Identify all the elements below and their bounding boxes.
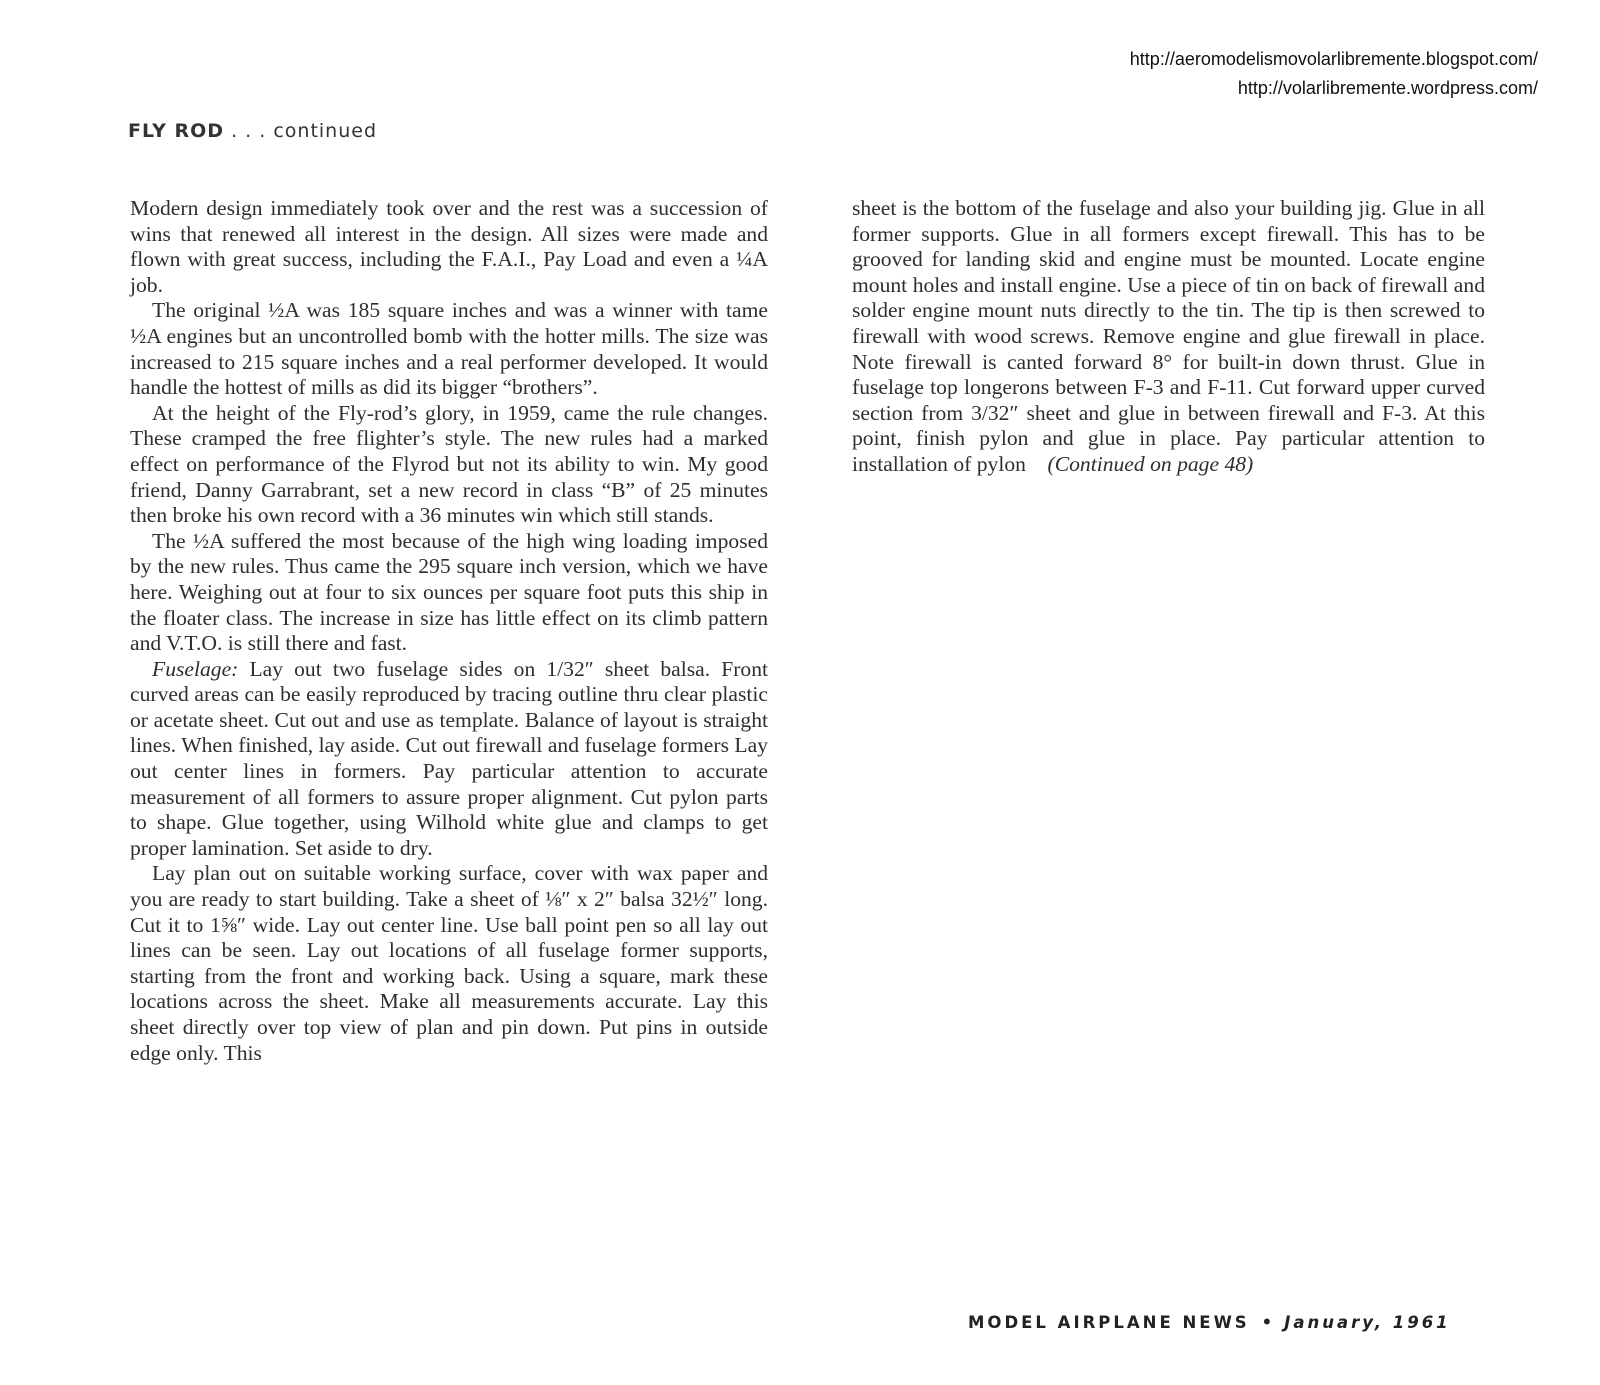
paragraph [852,196,1485,478]
paragraph-text: Lay out two fuselage sides on 1/32″ sheet balsa. Front curved areas can be easily reproduced by tracing outline thru clear plastic or acetate sheet. Cut out and use as template. Balance of layout is straight lines. When finished, lay aside. Cut out firewall and fuselage formers Lay out center lines in formers. Pay particular attention to accurate measurement of all formers to assure proper alignment. Cut pylon parts to shape. Glue together, using Wilhold white glue and clamps to get proper lamination. Set aside to dry. [130,656,768,860]
left-text-column [130,196,768,1066]
paragraph-text: Modern design immediately took over and the rest was a succession of wins that renewed all interest in the design. All sizes were made and flown with great success, including the F.A.I., Pay Load and even a ¼A job. [130,196,768,297]
paragraph [130,401,768,529]
continued-on-page-note: (Continued on page 48) [1047,451,1254,476]
paragraph-text: sheet is the bottom of the fuselage and also your building jig. Glue in all former supports. Glue in all formers except firewall. This has to be grooved for landing skid and engine must be mounted. Locate engine mount holes and install engine. Use a piece of tin on back of firewall and solder engine mount nuts directly to the tin. The tip is then screwed to firewall with wood screws. Remove engine and glue firewall in place. Note firewall is canted forward 8° for built-in down thrust. Glue in fuselage top longerons between F-3 and F-11. Cut forward upper curved section from 3/32″ sheet and glue in between firewall and F-3. At this point, finish pylon and glue in place. Pay particular attention to installation of pylon [852,196,1485,476]
article-title: FLY ROD [128,120,225,142]
paragraph-text: At the height of the Fly-rod’s glory, in 1959, came the rule changes. These cramped the free flighter’s style. The new rules had a marked effect on performance of the Flyrod but not its ability to win. My good friend, Danny Garrabrant, set a new record in class “B” of 25 minutes then broke his own record with a 36 minutes win which still stands. [130,400,768,528]
continued-label: . . . continued [224,120,378,142]
paragraph [130,861,768,1066]
paragraph-text: The original ½A was 185 square inches and was a winner with tame ½A engines but an uncontrolled bomb with the hotter mills. The size was increased to 215 square inches and a real performer developed. It would handle the hottest of mills as did its bigger “brothers”. [130,298,768,400]
blogspot-url[interactable]: http://aeromodelismovolarlibremente.blogspot.com/ [1129,49,1538,69]
bullet-separator: • [1261,1313,1273,1332]
right-text-column [852,196,1485,478]
source-urls [838,45,1538,103]
paragraph [130,657,768,862]
paragraph [130,196,768,298]
publication-name: MODEL AIRPLANE NEWS [968,1313,1250,1332]
section-run-in-heading: Fuselage: [152,656,239,681]
paragraph [130,298,768,400]
paragraph-text: The ½A suffered the most because of the high wing loading imposed by the new rules. Thus came the 295 square inch version, which we have here. Weighing out at four to six ounces per square foot puts this ship in the floater class. The increase in size has little effect on its climb pattern and V.T.O. is still there and fast. [130,528,768,656]
article-continuation-header [128,120,377,142]
wordpress-url[interactable]: http://volarlibremente.wordpress.com/ [1237,78,1538,98]
issue-date: January, 1961 [1284,1313,1451,1332]
paragraph [130,529,768,657]
paragraph-text: Lay plan out on suitable working surface, cover with wax paper and you are ready to start building. Take a sheet of ⅛″ x 2″ balsa 32½″ long. Cut it to 1⅝″ wide. Lay out center line. Use ball point pen so all lay out lines can be seen. Lay out locations of all fuselage former supports, starting from the front and working back. Using a square, mark these locations across the sheet. Make all measurements accurate. Lay this sheet directly over top view of plan and pin down. Put pins in outside edge only. This [130,861,768,1065]
page-footer [968,1313,1451,1332]
